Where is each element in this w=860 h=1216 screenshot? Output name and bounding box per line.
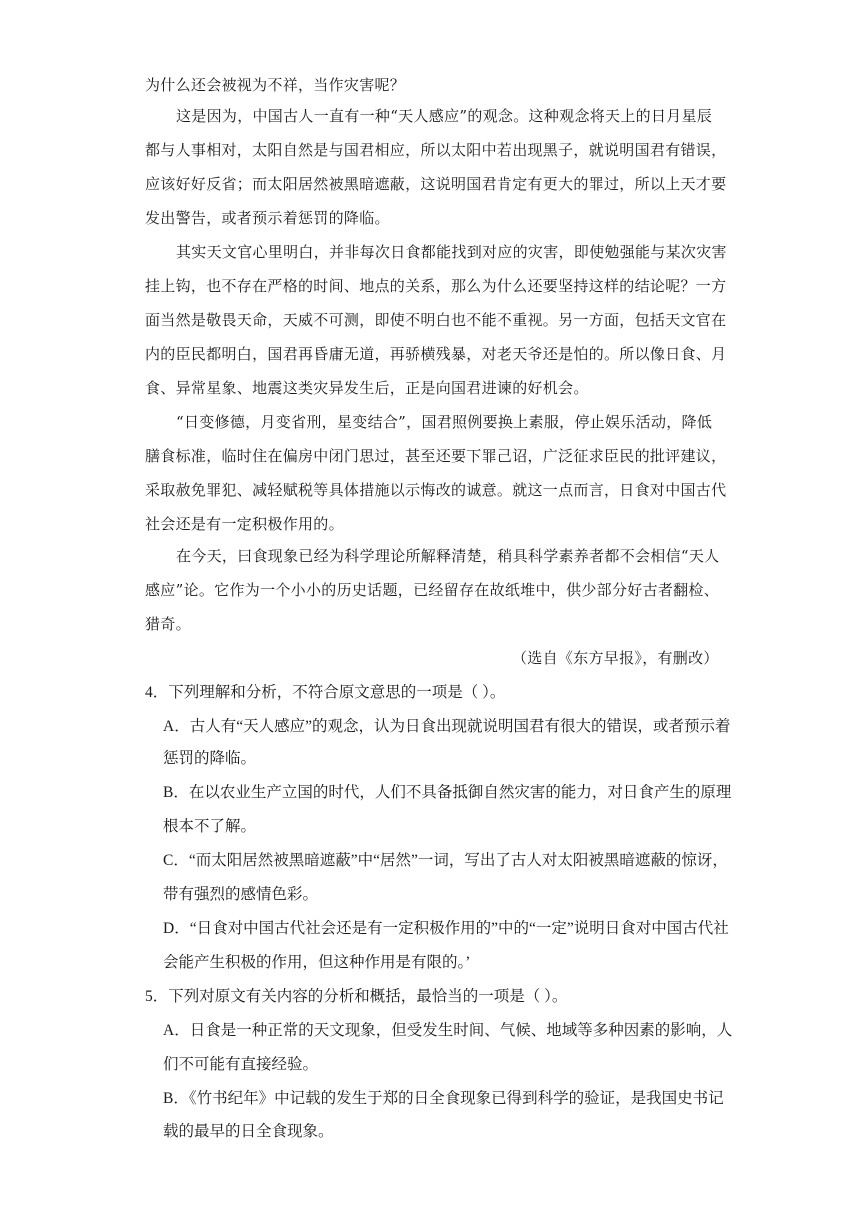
passage-line: 食、异常星象、地震这类灾异发生后，正是向国君进谏的好机会。	[145, 379, 589, 397]
source-citation: （选自《东方早报》，有删改）	[512, 649, 719, 667]
q4-option-a-cont: 惩罚的降临。	[163, 750, 257, 767]
passage-line: 都与人事相对，太阳自然是与国君相应，所以太阳中若出现黑子，就说明国君有错误，	[145, 141, 727, 159]
passage-line: 这是因为，中国古人一直有一种“天人感应”的观念。这种观念将天上的日月星辰	[176, 107, 713, 125]
passage-line: 挂上钩，也不存在严格的时间、地点的关系，那么为什么还要坚持这样的结论呢？一方	[145, 277, 727, 295]
q4-option-d-cont: 会能产生积极的作用，但这种作用是有限的。’	[163, 954, 471, 971]
q5-option-a-cont: 们不可能有直接经验。	[163, 1056, 319, 1073]
question-4-stem: 4．下列理解和分析，不符合原文意思的一项是（ ）。	[145, 684, 506, 701]
passage-line: 内的臣民都明白，国君再昏庸无道，再骄横残暴，对老天爷还是怕的。所以像日食、月	[145, 345, 727, 363]
passage-line: 为什么还会被视为不祥，当作灾害呢？	[145, 76, 406, 94]
passage-line: 面当然是敬畏天命，天威不可测，即使不明白也不能不重视。另一方面，包括天文官在	[145, 311, 727, 329]
passage-line: 猎奇。	[145, 615, 191, 633]
q4-option-b-cont: 根本不了解。	[163, 818, 257, 835]
question-5-stem: 5．下列对原文有关内容的分析和概括，最恰当的一项是（ ）。	[145, 988, 568, 1005]
q4-option-b: B．在以农业生产立国的时代，人们不具备抵御自然灾害的能力，对日食产生的原理	[163, 784, 732, 801]
passage-line: “日变修德，月变省刑，星变结合”，国君照例要换上素服，停止娱乐活动，降低	[176, 413, 713, 431]
passage-line: 感应”论。它作为一个小小的历史话题，已经留存在故纸堆中，供少部分好古者翻检、	[145, 581, 720, 599]
q4-option-d: D．“日食对中国古代社会还是有一定积极作用的”中的“一定”说明日食对中国古代社	[163, 920, 729, 937]
passage-line: 采取赦免罪犯、减轻赋税等具体措施以示悔改的诚意。就这一点而言，日食对中国古代	[145, 481, 727, 499]
q4-option-a: A．古人有“天人感应”的观念，认为日食出现就说明国君有很大的错误，或者预示着	[163, 718, 731, 735]
passage-line: 应该好好反省；而太阳居然被黑暗遮蔽，这说明国君肯定有更大的罪过，所以上天才要	[145, 175, 727, 193]
passage-line: 在今天，曰食现象已经为科学理论所解释清楚，稍具科学素养者都不会相信“天人	[176, 547, 720, 565]
passage-line: 其实天文官心里明白，并非每次日食都能找到对应的灾害，即使勉强能与某次灾害	[176, 243, 727, 261]
q5-option-a: A．日食是一种正常的天文现象，但受发生时间、气候、地域等多种因素的影响，人	[163, 1022, 733, 1039]
passage-line: 膳食标准，临时住在偏房中闭门思过，甚至还要下罪己诏，广泛征求臣民的批评建议，	[145, 447, 727, 465]
q5-option-b: B．《竹书纪年》中记载的发生于郑的日全食现象已得到科学的验证，是我国史书记	[163, 1090, 724, 1107]
passage-line: 社会还是有一定积极作用的。	[145, 515, 344, 533]
passage-line: 发出警告，或者预示着惩罚的降临。	[145, 209, 390, 227]
q5-option-b-cont: 载的最早的日全食现象。	[163, 1123, 334, 1140]
q4-option-c: C．“而太阳居然被黑暗遮蔽”中“居然”一词，写出了古人对太阳被黑暗遮蔽的惊讶，	[163, 852, 728, 869]
q4-option-c-cont: 带有强烈的感情色彩。	[163, 886, 319, 903]
